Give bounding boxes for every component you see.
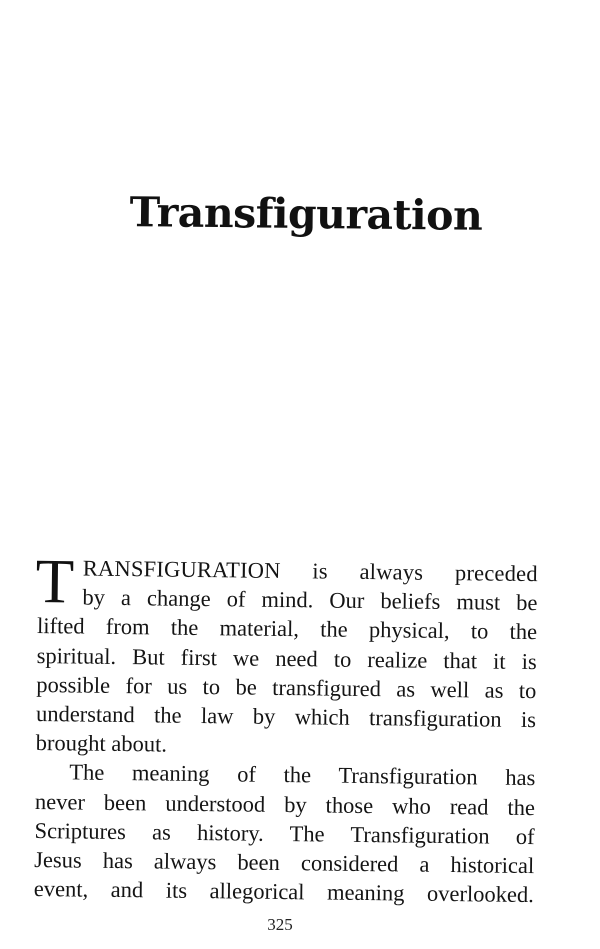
text-line: Scriptures as history. The Transfiguration of [34,817,535,849]
chapter-title: Transfiguration [129,188,483,240]
text-line: by a change of mind. Our beliefs must be [82,584,538,616]
text-line: brought about. [35,730,168,757]
text-line: understand the law by which transfiguration is [35,701,537,733]
text-line: Jesus has always been considered a historical [34,847,535,879]
text-line: event, and its allegorical meaning overlooked. [33,876,535,908]
text-line: spiritual. But first we need to realize that it is [36,642,537,674]
text-line: never been understood by those who read the [34,788,536,820]
page-number: 325 [267,915,293,934]
text-line: possible for us to be transfigured as well as to [36,671,537,703]
text-line: lifted from the material, the physical, to the [36,613,538,645]
text-line: RANSFIGURATION is always preceded [82,555,538,587]
text-line: The meaning of the Transfiguration has [69,759,536,791]
body-text [33,545,538,910]
drop-cap: T [35,545,75,617]
